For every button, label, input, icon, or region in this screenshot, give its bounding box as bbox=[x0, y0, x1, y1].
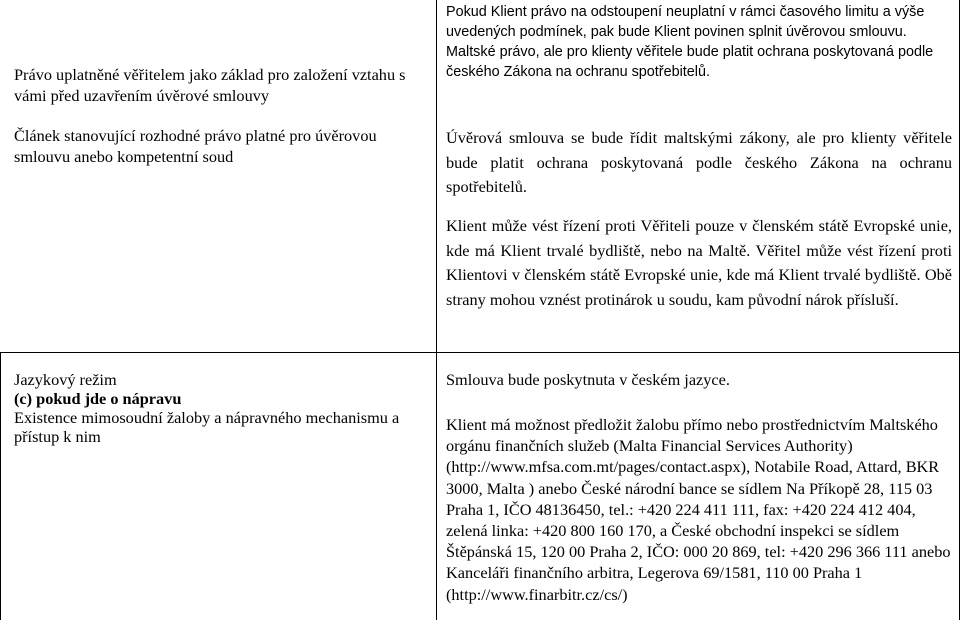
jurisdiction-paragraph: Klient může vést řízení proti Věřiteli pouze v členském státě Evropské unie, kde má Klient trvalé bydliště, nebo na Maltě. Věřitel může vést řízení proti Klientovi v členském státě Evropské unie, kde má Klient trvalé bydliště. Obě strany mohou vznést protinárok u soudu, kam původní nárok přísluší. bbox=[446, 216, 952, 309]
withdrawal-consequence-text bbox=[446, 2, 952, 82]
language-text bbox=[446, 370, 952, 390]
governing-law-text bbox=[446, 126, 952, 200]
row2-label-cell bbox=[14, 370, 416, 446]
jurisdiction-text bbox=[446, 214, 952, 312]
applicable-law-label: Právo uplatněné věřitelem jako základ pro založení vztahu s vámi před uzavřením úvěrové smlouvy bbox=[14, 65, 406, 105]
maltese-law-paragraph: Maltské právo, ale pro klienty věřitele bude platit ochrana poskytovaná podle českého Zákona na ochranu spotřebitelů. bbox=[446, 44, 934, 80]
redress-subheading: (c) pokud jde o nápravu bbox=[14, 389, 182, 408]
out-of-court-label: Existence mimosoudní žaloby a nápravného mechanismu a přístup k nim bbox=[14, 408, 400, 446]
governing-law-clause-label: Článek stanovující rozhodné právo platné pro úvěrovou smlouvu anebo kompetentní soud bbox=[14, 126, 377, 166]
withdrawal-paragraph: Pokud Klient právo na odstoupení neuplatní v rámci časového limitu a výše uvedených podmínek, pak bude Klient povinen splnit úvěrovou smlouvu. bbox=[446, 4, 925, 40]
row1-label-cell bbox=[14, 64, 416, 167]
redress-paragraph: Klient má možnost předložit žalobu přímo nebo prostřednictvím Maltského orgánu finančních služeb (Malta Financial Services Authority) (http://www.mfsa.com.mt/pages/contact.aspx), Notabile Road, Attard, BKR 3000, Malta ) anebo České národní bance se sídlem Na Příkopě 28, 115 03 Praha 1, IČO 48136450, tel.: +420 224 411 111, fax: +420 224 412 404, zelená linka: +420 800 160 170, a České obchodní inspekci se sídlem Štěpánská 15, 120 00 Praha 2, IČO: 000 20 869, tel: +420 296 366 111 anebo Kanceláři finančního arbitra, Legerova 69/1581, 110 00 Praha 1 (http://www.finarbitr.cz/cs/) bbox=[446, 415, 951, 604]
column-divider-bottom bbox=[436, 352, 437, 620]
redress-text bbox=[446, 414, 952, 605]
language-regime-heading: Jazykový režim bbox=[14, 370, 117, 389]
governing-law-paragraph: Úvěrová smlouva se bude řídit maltskými zákony, ale pro klienty věřitele bude platit ochrana poskytovaná podle českého Zákona na ochranu spotřebitelů. bbox=[446, 128, 952, 196]
column-divider-top bbox=[436, 0, 437, 352]
table-left-border bbox=[0, 352, 1, 620]
language-paragraph: Smlouva bude poskytnuta v českém jazyce. bbox=[446, 370, 730, 389]
row-divider bbox=[0, 352, 960, 353]
